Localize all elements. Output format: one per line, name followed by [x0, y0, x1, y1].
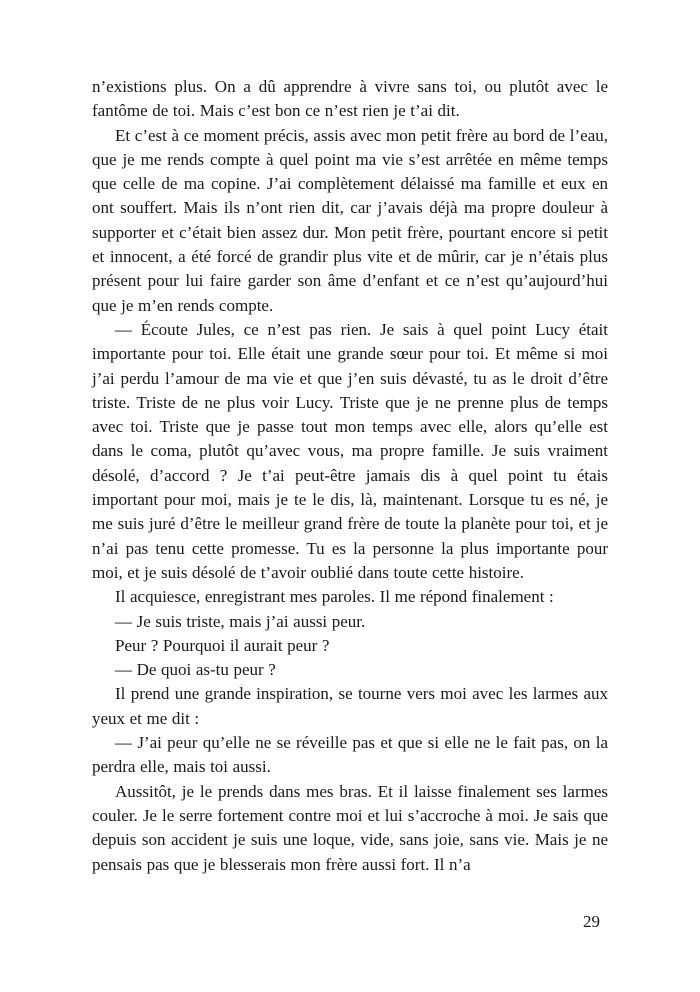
paragraph-3: — Écoute Jules, ce n’est pas rien. Je sais à quel point Lucy était importante pour toi. Elle était une grande sœur pour toi. Et même si moi j’ai perdu l’amour de ma vie et que j’en suis dévasté, tu as le droit d’être triste. Triste de ne plus voir Lucy. Triste que je ne prenne plus de temps avec toi. Triste que je passe tout mon temps avec elle, alors qu’elle est dans le coma, plutôt qu’avec vous, ma propre famille. Je suis vraiment désolé, d’accord ? Je t’ai peut-être jamais dis à quel point tu étais important pour moi, mais je te le dis, là, maintenant. Lorsque tu es né, je me suis juré d’être le meilleur grand frère de toute la planète pour toi, et je n’ai pas tenu cette promesse. Tu es la personne la plus importante pour moi, et je suis désolé de t’avoir oublié dans toute cette histoire. — [92, 319, 608, 582]
paragraph-5: — Je suis triste, mais j’ai aussi peur. — [115, 611, 366, 631]
paragraph-7: — De quoi as-tu peur ? — [115, 660, 276, 680]
paragraph-8: Il prend une grande inspiration, se tourne vers moi avec les larmes aux yeux et me dit : — [92, 684, 608, 728]
paragraph-4: Il acquiesce, enregistrant mes paroles. Il me répond finalement : — [115, 587, 554, 607]
paragraph-1: n’existions plus. On a dû apprendre à vivre sans toi, ou plutôt avec le fantôme de toi. Mais c’est bon ce n’est rien je t’ai dit. — [92, 77, 608, 121]
body-text — [92, 75, 608, 877]
paragraph-9: — J’ai peur qu’elle ne se réveille pas et que si elle ne le fait pas, on la perdra elle, mais toi aussi. — [92, 733, 608, 777]
page-number: 29 — [583, 912, 600, 931]
paragraph-6: Peur ? Pourquoi il aurait peur ? — [115, 635, 330, 655]
paragraph-2: Et c’est à ce moment précis, assis avec mon petit frère au bord de l’eau, que je me rends compte à quel point ma vie s’est arrêtée en même temps que celle de ma copine. J’ai complètement délaissé ma famille et eux en ont souffert. Mais ils n’ont rien dit, car j’avais déjà ma propre douleur à supporter et c’était bien assez dur. Mon petit frère, pourtant encore si petit et innocent, a été forcé de grandir plus vite et de mûrir, car je n’étais plus présent pour lui faire garder son âme d’enfant et ce n’est qu’aujourd’hui que je m’en rends compte. — [92, 125, 608, 315]
paragraph-10: Aussitôt, je le prends dans mes bras. Et il laisse finalement ses larmes couler. Je le serre fortement contre moi et lui s’accroche à moi. Je sais que depuis son accident je suis une loque, vide, sans joie, sans vie. Mais je ne pensais pas que je blesserais mon frère aussi fort. Il n’a — [92, 781, 608, 874]
